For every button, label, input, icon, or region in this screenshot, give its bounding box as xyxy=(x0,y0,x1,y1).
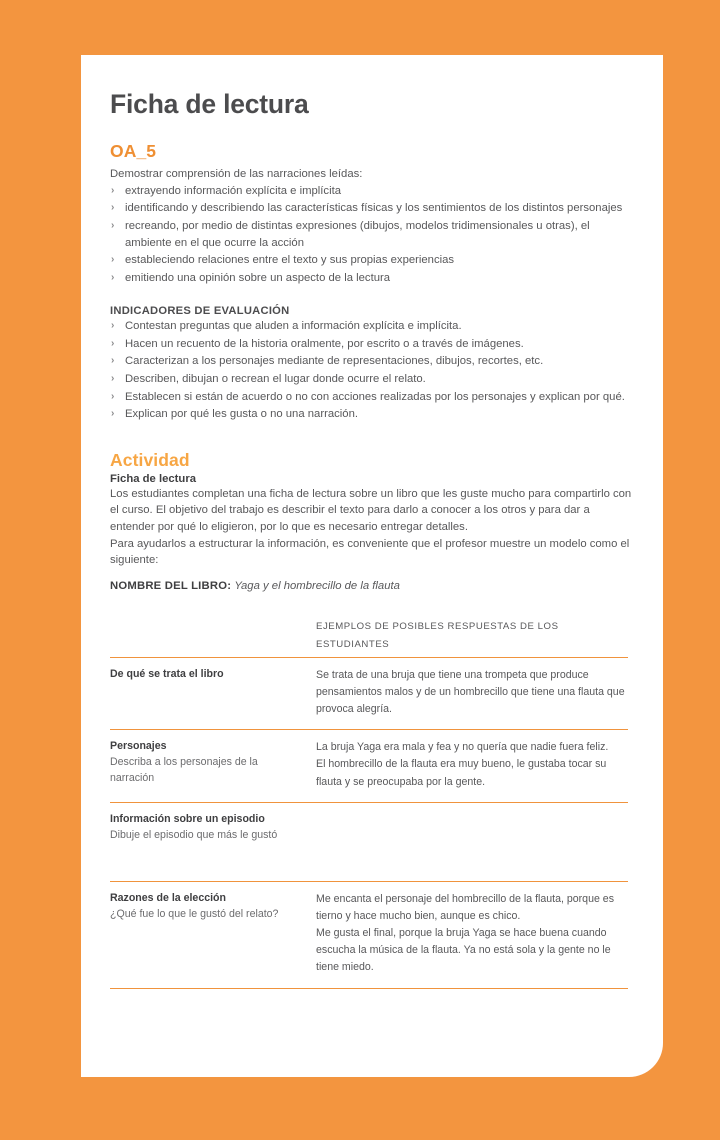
table-cell-answer xyxy=(316,657,628,729)
row-subtitle: ¿Qué fue lo que le gustó del relato? xyxy=(110,907,279,920)
chevron-right-icon: › xyxy=(111,337,115,349)
chevron-right-icon: › xyxy=(111,355,115,367)
list-item xyxy=(110,252,632,269)
list-item-label: Explican por qué les gusta o no una narración. xyxy=(125,408,358,421)
row-title: Información sobre un episodio xyxy=(110,812,265,825)
answer-line: escucha la música de la flauta. Ya no está sola y la gente no le xyxy=(316,944,611,957)
table-header-cell-right xyxy=(316,616,628,658)
row-title: De qué se trata el libro xyxy=(110,667,224,680)
answer-line: provoca alegría. xyxy=(316,703,392,716)
list-item xyxy=(110,353,632,370)
actividad-paragraph-1: Los estudiantes completan una ficha de lectura sobre un libro que les guste mucho para compartirlo con el curso. El objetivo del trabajo es describir el texto para darlo a conocer a los otros y para dar a entender por qué lo eligieron, por lo que es necesario entregar detalles. xyxy=(110,487,632,534)
row-title: Razones de la elección xyxy=(110,891,226,904)
oa-objectives-list xyxy=(110,183,632,287)
answer-line: Me encanta el personaje del hombrecillo de la flauta, porque es xyxy=(316,892,614,905)
book-title-value: Yaga y el hombrecillo de la flauta xyxy=(234,579,400,592)
table-cell-answer xyxy=(316,730,628,802)
list-item-label: Caracterizan a los personajes mediante de representaciones, dibujos, recortes, etc. xyxy=(125,355,544,368)
table-cell-prompt xyxy=(110,881,316,988)
list-item xyxy=(110,406,632,423)
document-page xyxy=(81,55,663,1077)
oa-intro-text: Demostrar comprensión de las narraciones leídas: xyxy=(110,168,363,181)
list-item xyxy=(110,270,632,287)
row-subtitle: Describa a los personajes de la narración xyxy=(110,756,258,785)
table-header-row xyxy=(110,616,628,658)
indicadores-heading: INDICADORES DE EVALUACIÓN xyxy=(110,305,290,318)
list-item-label: emitiendo una opinión sobre un aspecto de la lectura xyxy=(125,271,391,284)
spacer xyxy=(110,424,632,450)
answer-line: Se trata de una bruja que tiene una trompeta que produce xyxy=(316,668,589,681)
chevron-right-icon: › xyxy=(111,219,115,231)
list-item xyxy=(110,371,632,388)
book-name-line xyxy=(110,580,632,592)
answer-line: flauta y se preocupaba por la gente. xyxy=(316,775,486,788)
page-title: Ficha de lectura xyxy=(110,89,309,119)
chevron-right-icon: › xyxy=(111,320,115,332)
list-item xyxy=(110,200,632,217)
answer-line: pensamientos malos y de un hombrecillo que tiene una flauta que xyxy=(316,685,625,698)
row-subtitle: Dibuje el episodio que más le gustó xyxy=(110,828,278,841)
table-header-cell-left xyxy=(110,616,316,658)
list-item xyxy=(110,336,632,353)
list-item-label: Describen, dibujan o recrean el lugar donde ocurre el relato. xyxy=(125,373,426,386)
spacer xyxy=(110,569,632,580)
chevron-right-icon: › xyxy=(111,184,115,196)
chevron-right-icon: › xyxy=(111,202,115,214)
answer-line: Me gusta el final, porque la bruja Yaga se hace buena cuando xyxy=(316,927,607,940)
table-row xyxy=(110,730,628,802)
table-cell-answer-drawing-area xyxy=(316,802,628,881)
table-row xyxy=(110,657,628,729)
list-item-label: Hacen un recuento de la historia oralmente, por escrito o a través de imágenes. xyxy=(125,337,524,350)
reading-sheet-table xyxy=(110,616,628,989)
page-content xyxy=(110,90,632,989)
actividad-paragraph-2: Para ayudarlos a estructurar la información, es conveniente que el profesor muestre un modelo como el siguiente: xyxy=(110,537,630,567)
list-item-label: Contestan preguntas que aluden a información explícita e implícita. xyxy=(125,320,462,333)
list-item-label: Establecen si están de acuerdo o no con acciones realizadas por los personajes y explican por qué. xyxy=(125,390,625,403)
answer-line: tiene miedo. xyxy=(316,961,374,974)
list-item xyxy=(110,389,632,406)
book-name-label: NOMBRE DEL LIBRO: xyxy=(110,579,232,592)
answer-line: La bruja Yaga era mala y fea y no quería que nadie fuera feliz. xyxy=(316,741,609,754)
actividad-heading: Actividad xyxy=(110,449,190,470)
table-cell-prompt xyxy=(110,657,316,729)
chevron-right-icon: › xyxy=(111,373,115,385)
list-item-label: recreando, por medio de distintas expresiones (dibujos, modelos tridimensionales u otras), el ambiente en el que ocurre la acción xyxy=(125,219,590,249)
table-cell-prompt xyxy=(110,730,316,802)
table-cell-prompt xyxy=(110,802,316,881)
list-item xyxy=(110,218,632,251)
examples-column-header: EJEMPLOS DE POSIBLES RESPUESTAS DE LOS ESTUDIANTES xyxy=(316,620,559,650)
list-item xyxy=(110,318,632,335)
chevron-right-icon: › xyxy=(111,271,115,283)
table-row xyxy=(110,881,628,988)
chevron-right-icon: › xyxy=(111,390,115,402)
row-title: Personajes xyxy=(110,740,167,753)
chevron-right-icon: › xyxy=(111,254,115,266)
list-item-label: extrayendo información explícita e implícita xyxy=(125,184,341,197)
list-item xyxy=(110,183,632,200)
oa-code-heading: OA_5 xyxy=(110,141,157,162)
indicadores-list xyxy=(110,318,632,423)
actividad-subheading: Ficha de lectura xyxy=(110,472,197,485)
list-item-label: estableciendo relaciones entre el texto y sus propias experiencias xyxy=(125,254,455,267)
spacer xyxy=(110,287,632,305)
table-row xyxy=(110,802,628,881)
list-item-label: identificando y describiendo las características físicas y los sentimientos de los distintos personajes xyxy=(125,202,623,215)
table-cell-answer xyxy=(316,881,628,988)
answer-line: tierno y hace mucho bien, aunque es chico. xyxy=(316,909,521,922)
chevron-right-icon: › xyxy=(111,408,115,420)
answer-line: El hombrecillo de la flauta era muy bueno, le gustaba tocar su xyxy=(316,758,607,771)
